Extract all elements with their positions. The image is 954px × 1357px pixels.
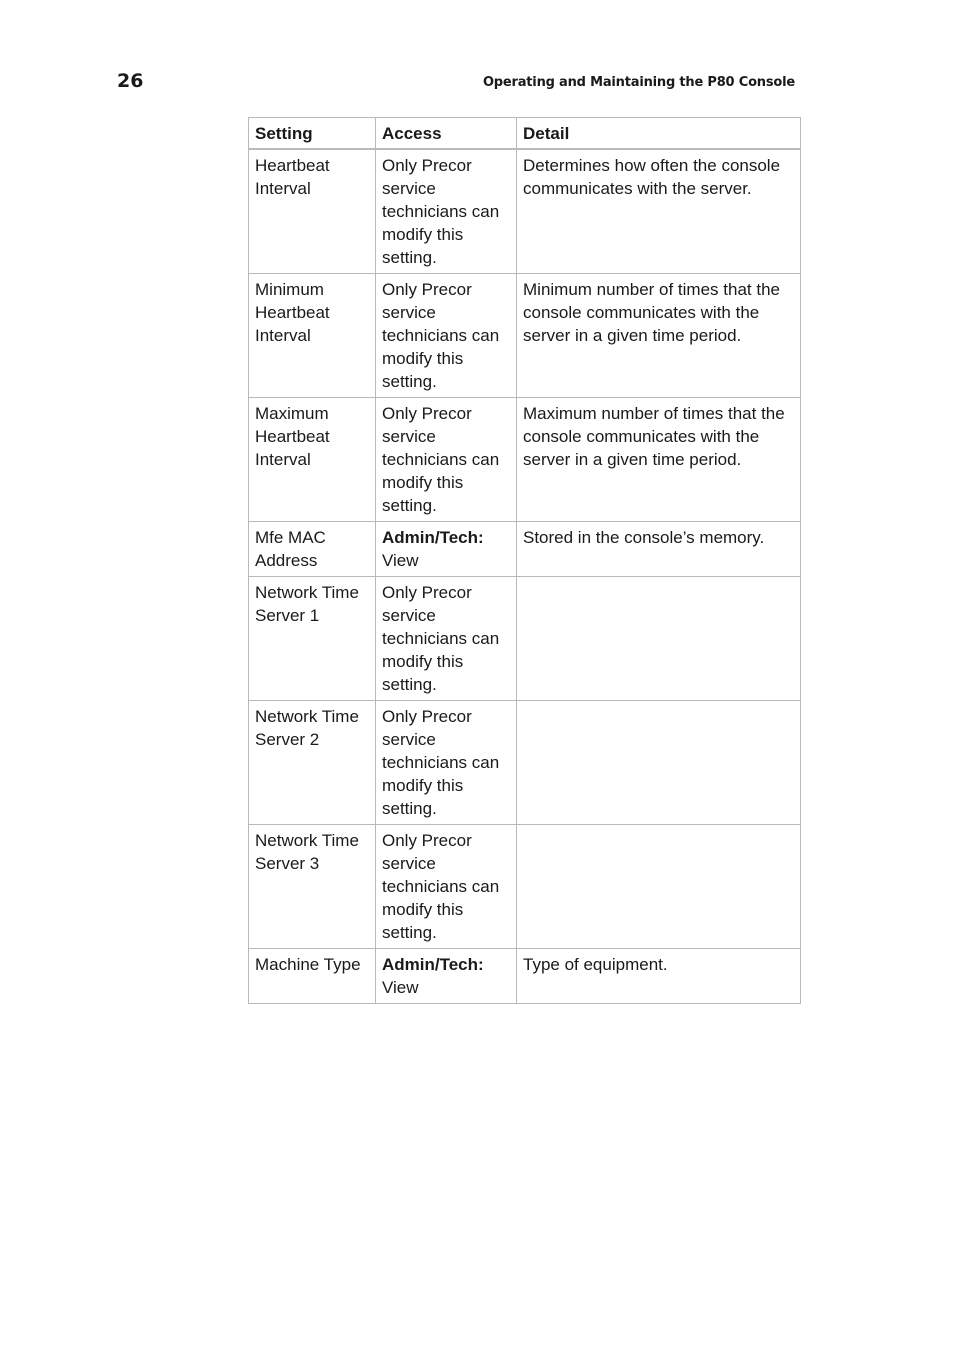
access-cell [376,149,517,274]
column-header-access: Access [376,118,517,150]
access-cell [376,398,517,522]
table-row [249,398,801,522]
access-text: View [382,551,419,570]
table-row [249,274,801,398]
access-cell [376,577,517,701]
access-text: Only Precor service technicians can modify this setting. [382,156,500,267]
access-cell [376,701,517,825]
setting-cell: Network Time Server 2 [249,701,376,825]
access-text: Only Precor service technicians can modify this setting. [382,831,500,942]
access-cell [376,949,517,1004]
table-row [249,701,801,825]
table-row [249,577,801,701]
detail-cell: Minimum number of times that the console communicates with the server in a given time period. [517,274,801,398]
table-row [249,949,801,1004]
detail-cell [517,701,801,825]
access-cell [376,825,517,949]
access-role: Admin/Tech: [382,955,484,974]
setting-cell: Maximum Heartbeat Interval [249,398,376,522]
detail-cell: Determines how often the console communicates with the server. [517,149,801,274]
column-header-setting: Setting [249,118,376,150]
table-row [249,149,801,274]
table-row [249,522,801,577]
setting-cell: Mfe MAC Address [249,522,376,577]
access-text: Only Precor service technicians can modify this setting. [382,583,500,694]
access-text: Only Precor service technicians can modify this setting. [382,707,500,818]
access-text: Only Precor service technicians can modify this setting. [382,404,500,515]
detail-cell: Stored in the console’s memory. [517,522,801,577]
running-header: Operating and Maintaining the P80 Console [482,75,795,90]
detail-cell: Type of equipment. [517,949,801,1004]
access-cell [376,274,517,398]
table-row [249,825,801,949]
table-header-row [249,118,801,150]
access-role: Admin/Tech: [382,528,484,547]
page-number: 26 [117,70,144,92]
detail-cell: Maximum number of times that the console communicates with the server in a given time period. [517,398,801,522]
access-cell [376,522,517,577]
access-text: Only Precor service technicians can modify this setting. [382,280,500,391]
setting-cell: Heartbeat Interval [249,149,376,274]
setting-cell: Machine Type [249,949,376,1004]
settings-table [248,117,801,1004]
detail-cell [517,825,801,949]
setting-cell: Network Time Server 3 [249,825,376,949]
access-text: View [382,978,419,997]
detail-cell [517,577,801,701]
setting-cell: Minimum Heartbeat Interval [249,274,376,398]
column-header-detail: Detail [517,118,801,150]
setting-cell: Network Time Server 1 [249,577,376,701]
